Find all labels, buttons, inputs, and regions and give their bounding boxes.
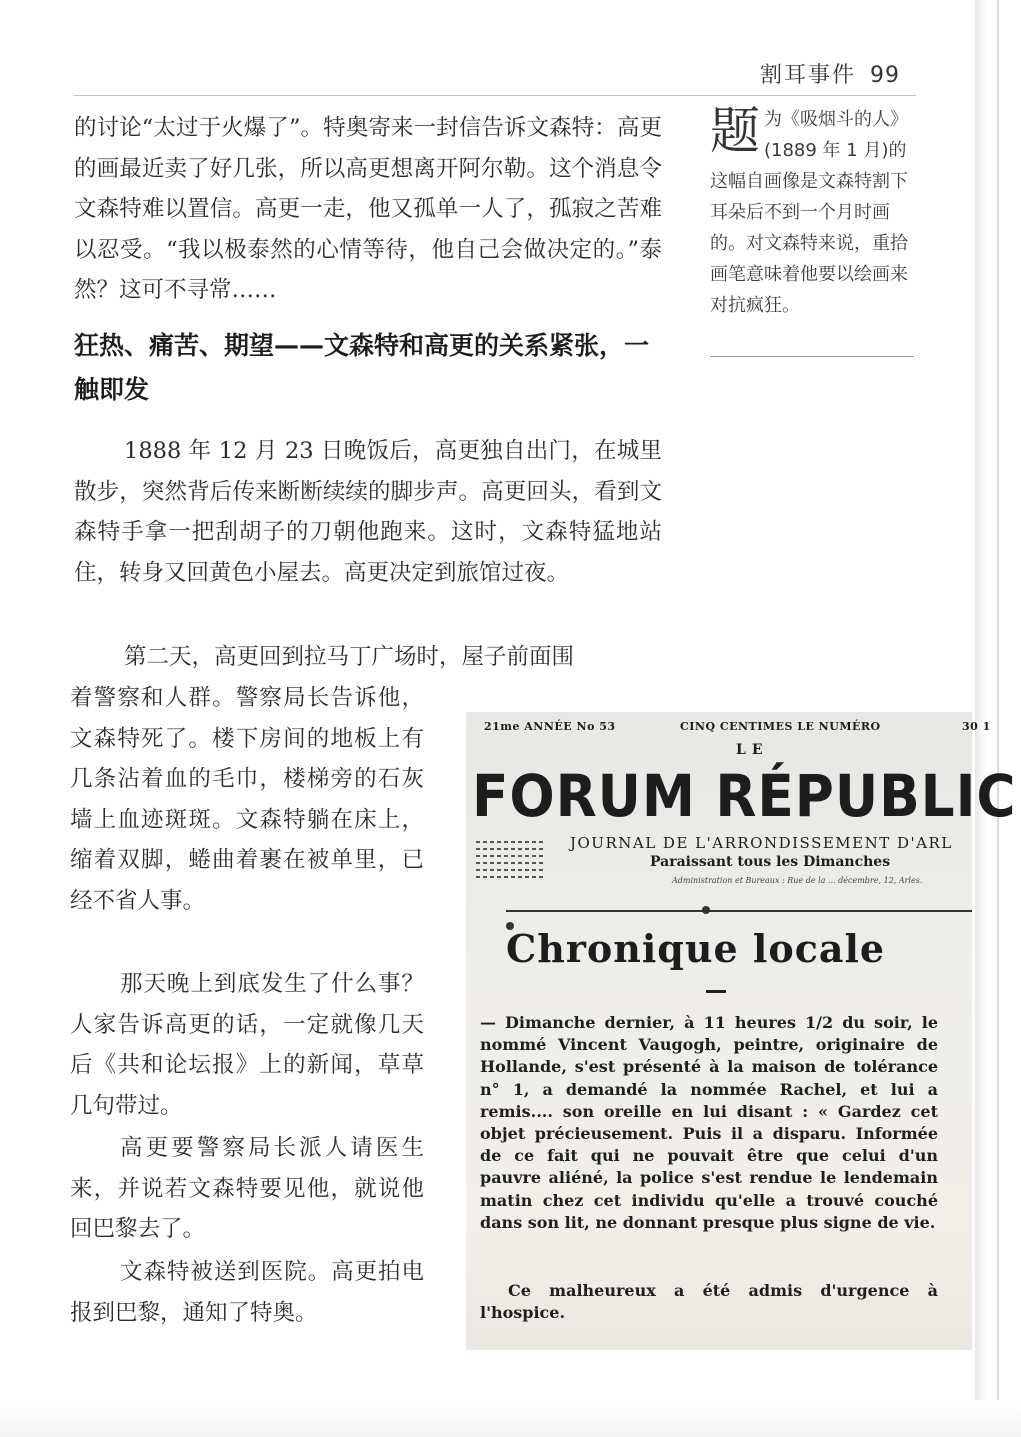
clipping-article-end: Ce malheureux a été admis d'urgence à l'hospice. <box>480 1281 938 1323</box>
page-number: 99 <box>870 63 901 88</box>
clipping-article: — Dimanche dernier, à 11 heures 1/2 du soir, le nommé Vincent Vaugogh, peintre, originaire de Hollande, s'est présenté à la maison de tolérance n° 1, a demandé la nommée Rachel, et lui a remis.... son oreille en lui disant : « Gardez cet objet précieusement. Puis il a disparu. Informée de ce fait qui ne pouvait être que celui d'un pauvre aliéné, la police s'est rendue le lendemain matin chez cet individu qu'elle a trouvé couché dans son lit, ne donnant presque plus signe de vie. <box>480 1013 938 1232</box>
section-title-chronique: Chronique locale <box>506 926 886 971</box>
header-rule <box>74 95 916 96</box>
clipping-topline <box>484 720 992 733</box>
clipping-price: CINQ CENTIMES LE NUMÉRO <box>680 720 881 733</box>
chapter-title: 割耳事件 <box>760 63 857 88</box>
masthead-le: LE <box>736 742 769 758</box>
newspaper-masthead: FORUM RÉPUBLIC <box>472 762 1017 830</box>
running-head <box>760 58 900 89</box>
scan-edge <box>975 0 1021 1437</box>
newspaper-clipping <box>466 712 1017 1350</box>
image-caption <box>710 104 918 321</box>
page-bottom-shadow <box>0 1400 1021 1437</box>
caption-rule <box>710 356 914 357</box>
paragraph-hospital: 文森特被送到医院。高更拍电报到巴黎，通知了特奥。 <box>70 1259 424 1326</box>
subscription-block <box>476 836 546 883</box>
paragraph-1888: 1888 年 12 月 23 日晚饭后，高更独自出门，在城里散步，突然背后传来断断续续的脚步声。高更回头，看到文森特手拿一把刮胡子的刀朝他跑来。这时，文森特猛地站住，转身又回黄色小屋去。高更决定到旅馆过夜。 <box>74 438 662 586</box>
caption-text: 为《吸烟斗的人》(1889 年 1 月)的这幅自画像是文森特割下耳朵后不到一个月时画的。对文森特来说，重拾画笔意味着他要以绘画来对抗疯狂。 <box>710 109 908 316</box>
clipping-corner: 30 1 <box>962 720 991 733</box>
newspaper-address: Administration et Bureaux : Rue de la ... décembre, 12, Arles. <box>672 876 923 885</box>
intro-paragraph: 的讨论“太过于火爆了”。特奥寄来一封信告诉文森特：高更的画最近卖了好几张，所以高更想离开阿尔勒。这个消息令文森特难以置信。高更一走，他又孤单一人了，孤寂之苦难以忍受。“我以极泰然的心情等待，他自己会做决定的。”泰然？这可不寻常…… <box>74 115 662 303</box>
paragraph-next-day: 第二天，高更回到拉马丁广场时，屋子前面围 <box>124 644 575 670</box>
section-heading: 狂热、痛苦、期望——文森特和高更的关系紧张，一触即发 <box>74 331 650 404</box>
clipping-issue: 21me ANNÉE No 53 <box>484 720 616 733</box>
clipping-rule-ornament <box>702 906 710 914</box>
newspaper-frequency: Paraissant tous les Dimanches <box>650 854 891 870</box>
clipping-rule <box>506 910 972 912</box>
paragraph-next-day-cont: 着警察和人群。警察局长告诉他，文森特死了。楼下房间的地板上有几条沾着血的毛巾，楼梯旁的石灰墙上血迹斑斑。文森特躺在床上，缩着双脚，蜷曲着裹在被单里，已经不省人事。 <box>70 685 424 914</box>
paragraph-doctor: 高更要警察局长派人请医生来，并说若文森特要见他，就说他回巴黎去了。 <box>70 1135 424 1242</box>
newspaper-subtitle: JOURNAL DE L'ARRONDISSEMENT D'ARL <box>570 834 953 852</box>
paragraph-that-night: 那天晚上到底发生了什么事？人家告诉高更的话，一定就像几天后《共和论坛报》上的新闻，草草几句带过。 <box>70 971 424 1119</box>
clipping-dash <box>706 990 726 993</box>
caption-initial: 题 <box>710 102 760 160</box>
